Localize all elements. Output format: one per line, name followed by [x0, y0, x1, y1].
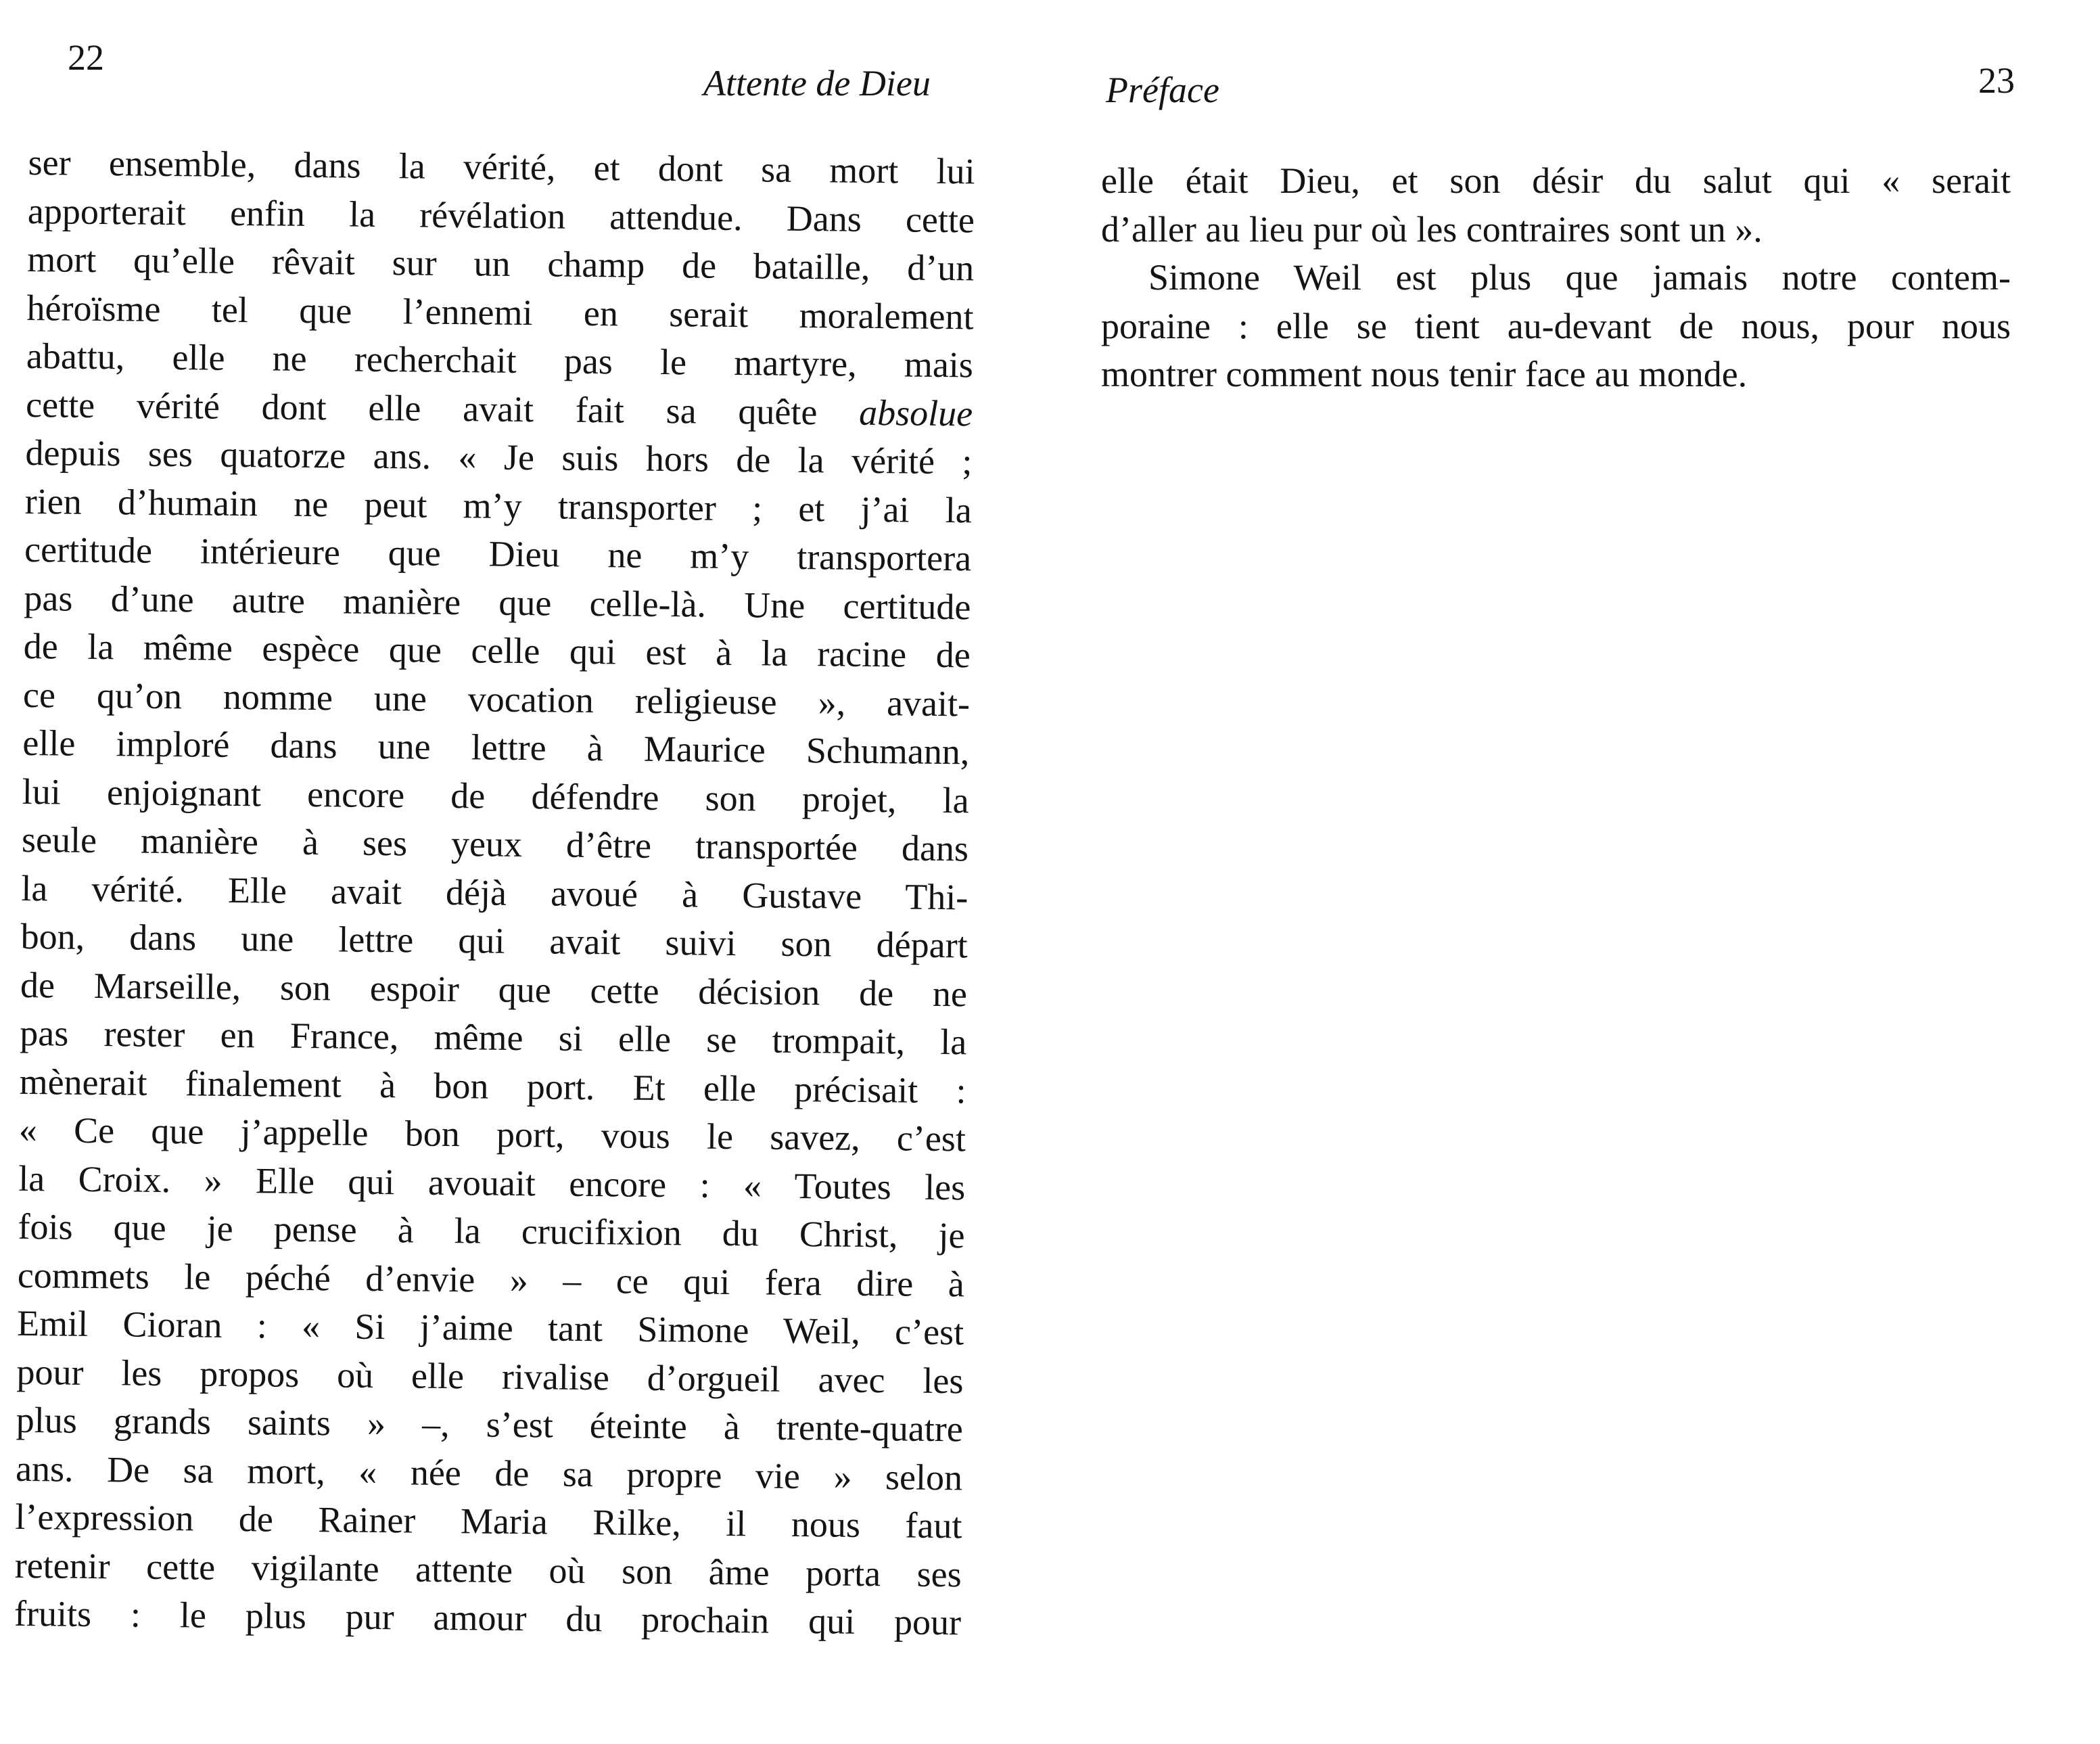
text-line: de Marseille, son espoir que cette décision de ne	[20, 964, 968, 1014]
page-number: 22	[68, 37, 104, 78]
text-line: fruits : le plus pur amour du prochain qui pour	[14, 1592, 962, 1643]
text-line: mènerait finalement à bon port. Et elle précisait :	[19, 1061, 966, 1111]
body-text	[14, 139, 975, 1647]
running-head: Attente de Dieu	[703, 63, 931, 104]
left-page	[0, 0, 1028, 1744]
text-line: elle imploré dans une lettre à Maurice Schumann,	[22, 722, 970, 773]
text-fragment: cette vérité dont elle avait fait sa quête	[25, 384, 818, 432]
body-text	[1101, 157, 2011, 399]
text-line: certitude intérieure que Dieu ne m’y transportera	[24, 528, 972, 579]
text-line: pas rester en France, même si elle se trompait, la	[20, 1012, 967, 1063]
text-line: ans. De sa mort, « née de sa propre vie » selon	[15, 1448, 963, 1498]
text-line: l’expression de Rainer Maria Rilke, il nous faut	[15, 1496, 962, 1546]
text-line: apporterait enfin la révélation attendue. Dans cette	[27, 190, 975, 240]
text-line: pas d’une autre manière que celle-là. Une certitude	[24, 577, 971, 627]
text-line: la Croix. » Elle qui avouait encore : « Toutes les	[18, 1157, 966, 1208]
text-line: seule manière à ses yeux d’être transportée dans	[21, 819, 969, 869]
text-line: commets le péché d’envie » – ce qui fera dire à	[17, 1254, 965, 1304]
text-line: héroïsme tel que l’ennemi en serait moralement	[26, 287, 974, 337]
text-line: Emil Cioran : « Si j’aime tant Simone Weil, c’est	[16, 1302, 964, 1353]
text-line: fois que je pense à la crucifixion du Christ, je	[18, 1206, 965, 1256]
page-number: 23	[1978, 60, 2015, 101]
text-line: elle était Dieu, et son désir du salut qui « serait	[1101, 160, 2011, 201]
text-line: mort qu’elle rêvait sur un champ de bataille, d’un	[27, 238, 975, 289]
text-line: lui enjoignant encore de défendre son projet, la	[22, 771, 969, 821]
text-line: Simone Weil est plus que jamais notre contem-	[1148, 257, 2011, 298]
text-line: la vérité. Elle avait déjà avoué à Gustave Thi-	[21, 867, 969, 917]
text-line: retenir cette vigilante attente où son âme porta ses	[14, 1544, 962, 1594]
text-line: de la même espèce que celle qui est à la racine de	[23, 625, 971, 676]
text-line: poraine : elle se tient au-devant de nous, pour nous	[1101, 305, 2011, 346]
running-head: Préface	[1106, 70, 1219, 110]
text-line: montrer comment nous tenir face au monde.	[1101, 354, 1748, 394]
text-line-with-italic	[26, 380, 973, 438]
text-line: rien d’humain ne peut m’y transporter ; et j’ai la	[24, 480, 973, 530]
text-line: « Ce que j’appelle bon port, vous le savez, c’est	[18, 1109, 966, 1160]
text-line: ce qu’on nomme une vocation religieuse », avait-	[22, 674, 971, 724]
text-line: depuis ses quatorze ans. « Je suis hors de la vérité ;	[25, 432, 973, 482]
text-line: bon, dans une lettre qui avait suivi son départ	[20, 915, 968, 966]
right-page	[1055, 0, 2100, 1744]
text-line: pour les propos où elle rivalise d’orgueil avec les	[16, 1351, 964, 1401]
text-line: ser ensemble, dans la vérité, et dont sa mort lui	[28, 141, 975, 192]
text-line: plus grands saints » –, s’est éteinte à trente-quatre	[16, 1399, 964, 1450]
text-line: d’aller au lieu pur où les contraires sont un ».	[1101, 208, 1763, 250]
italic-word: absolue	[858, 392, 973, 434]
text-line: abattu, elle ne recherchait pas le martyre, mais	[26, 335, 974, 386]
